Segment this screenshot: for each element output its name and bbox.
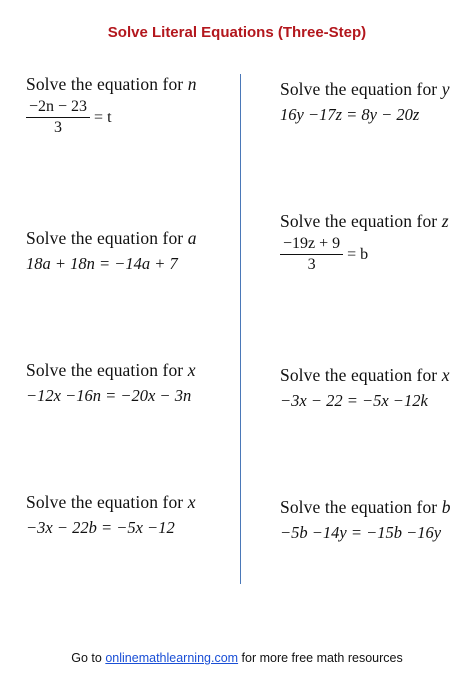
equation-rhs: = t bbox=[94, 108, 112, 126]
problem-6 bbox=[280, 365, 450, 411]
site-link[interactable]: onlinemathlearning.com bbox=[105, 651, 239, 665]
problem-equation: −12x −16n = −20x − 3n bbox=[26, 386, 192, 405]
problem-equation: 16y −17z = 8y − 20z bbox=[280, 105, 420, 124]
problem-instruction: Solve the equation for b bbox=[280, 497, 451, 517]
problem-instruction: Solve the equation for x bbox=[26, 492, 196, 512]
problem-2 bbox=[280, 79, 450, 125]
problem-equation: −3x − 22 = −5x −12k bbox=[280, 391, 428, 410]
problem-instruction: Solve the equation for n bbox=[26, 74, 197, 94]
problem-instruction: Solve the equation for a bbox=[26, 228, 197, 248]
problem-3 bbox=[26, 228, 197, 274]
fraction-denominator: 3 bbox=[307, 256, 316, 273]
problem-equation bbox=[26, 98, 112, 137]
fraction-denominator: 3 bbox=[54, 119, 63, 136]
fraction-numerator: −19z + 9 bbox=[280, 235, 343, 255]
footer-suffix: for more free math resources bbox=[241, 651, 403, 665]
column-divider bbox=[240, 74, 241, 584]
problem-equation: 18a + 18n = −14a + 7 bbox=[26, 254, 178, 273]
page-title: Solve Literal Equations (Three-Step) bbox=[107, 24, 367, 41]
problem-1 bbox=[26, 74, 197, 137]
problem-8 bbox=[280, 497, 451, 543]
problem-instruction: Solve the equation for x bbox=[280, 365, 450, 385]
equation-rhs: = b bbox=[347, 245, 369, 263]
problem-equation bbox=[280, 235, 368, 274]
problem-instruction: Solve the equation for y bbox=[280, 79, 450, 99]
problem-5 bbox=[26, 360, 196, 406]
problem-equation: −5b −14y = −15b −16y bbox=[280, 523, 442, 542]
problem-instruction: Solve the equation for z bbox=[280, 211, 449, 231]
problem-instruction: Solve the equation for x bbox=[26, 360, 196, 380]
problem-7 bbox=[26, 492, 196, 538]
footer bbox=[0, 651, 474, 665]
problem-4 bbox=[280, 211, 449, 274]
footer-prefix: Go to bbox=[71, 651, 102, 665]
problem-equation: −3x − 22b = −5x −12 bbox=[26, 518, 175, 537]
fraction-numerator: −2n − 23 bbox=[26, 98, 90, 118]
